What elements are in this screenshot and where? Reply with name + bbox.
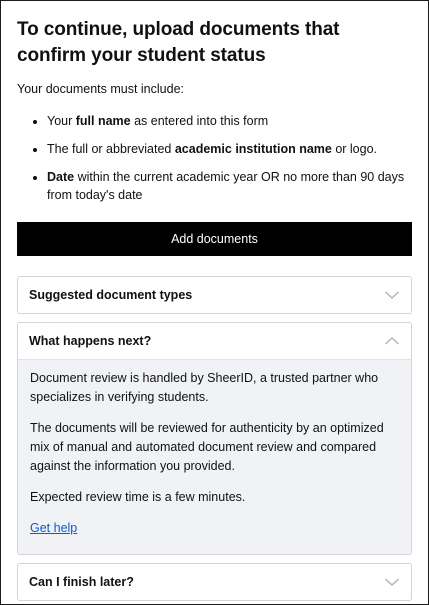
requirement-emphasis: academic institution name — [174, 142, 332, 156]
accordion-header-suggested[interactable] — [18, 277, 411, 313]
accordion-title: Can I finish later? — [29, 575, 134, 589]
chevron-down-icon — [384, 577, 400, 587]
accordion-header-next[interactable] — [18, 323, 411, 359]
chevron-up-icon — [384, 336, 400, 346]
accordion-panel-next — [18, 359, 411, 554]
requirement-text: within the current academic year OR no more than 90 days from today's date — [47, 170, 405, 202]
chevron-down-icon — [384, 290, 400, 300]
requirements-intro: Your documents must include: — [17, 82, 184, 96]
requirement-text: Your — [47, 114, 76, 128]
requirement-text: or logo. — [331, 142, 378, 156]
list-item — [47, 168, 412, 204]
panel-paragraph: Expected review time is a few minutes. — [30, 490, 246, 504]
accordion-header-later[interactable] — [18, 564, 411, 600]
list-item — [47, 112, 412, 130]
accordion-what-happens-next — [17, 322, 412, 555]
add-documents-button[interactable]: Add documents — [17, 222, 412, 256]
accordion-suggested-document-types — [17, 276, 412, 314]
accordion-finish-later — [17, 563, 412, 601]
panel-paragraph: The documents will be reviewed for authenticity by an optimized mix of manual and automated document review and compared against the information you provided. — [30, 421, 384, 473]
list-item — [47, 140, 412, 158]
accordion-title: Suggested document types — [29, 288, 193, 302]
requirement-emphasis: Date — [47, 170, 75, 184]
requirement-text: The full or abbreviated — [47, 142, 175, 156]
page-title: To continue, upload documents that confirm your student status — [17, 19, 340, 66]
requirement-emphasis: full name — [75, 114, 131, 128]
requirement-text: as entered into this form — [130, 114, 269, 128]
requirements-list — [17, 112, 412, 204]
panel-paragraph: Document review is handled by SheerID, a trusted partner who specializes in verifying students. — [30, 371, 379, 404]
upload-content — [17, 17, 412, 601]
get-help-link[interactable]: Get help — [30, 521, 78, 535]
accordion-title: What happens next? — [29, 334, 152, 348]
